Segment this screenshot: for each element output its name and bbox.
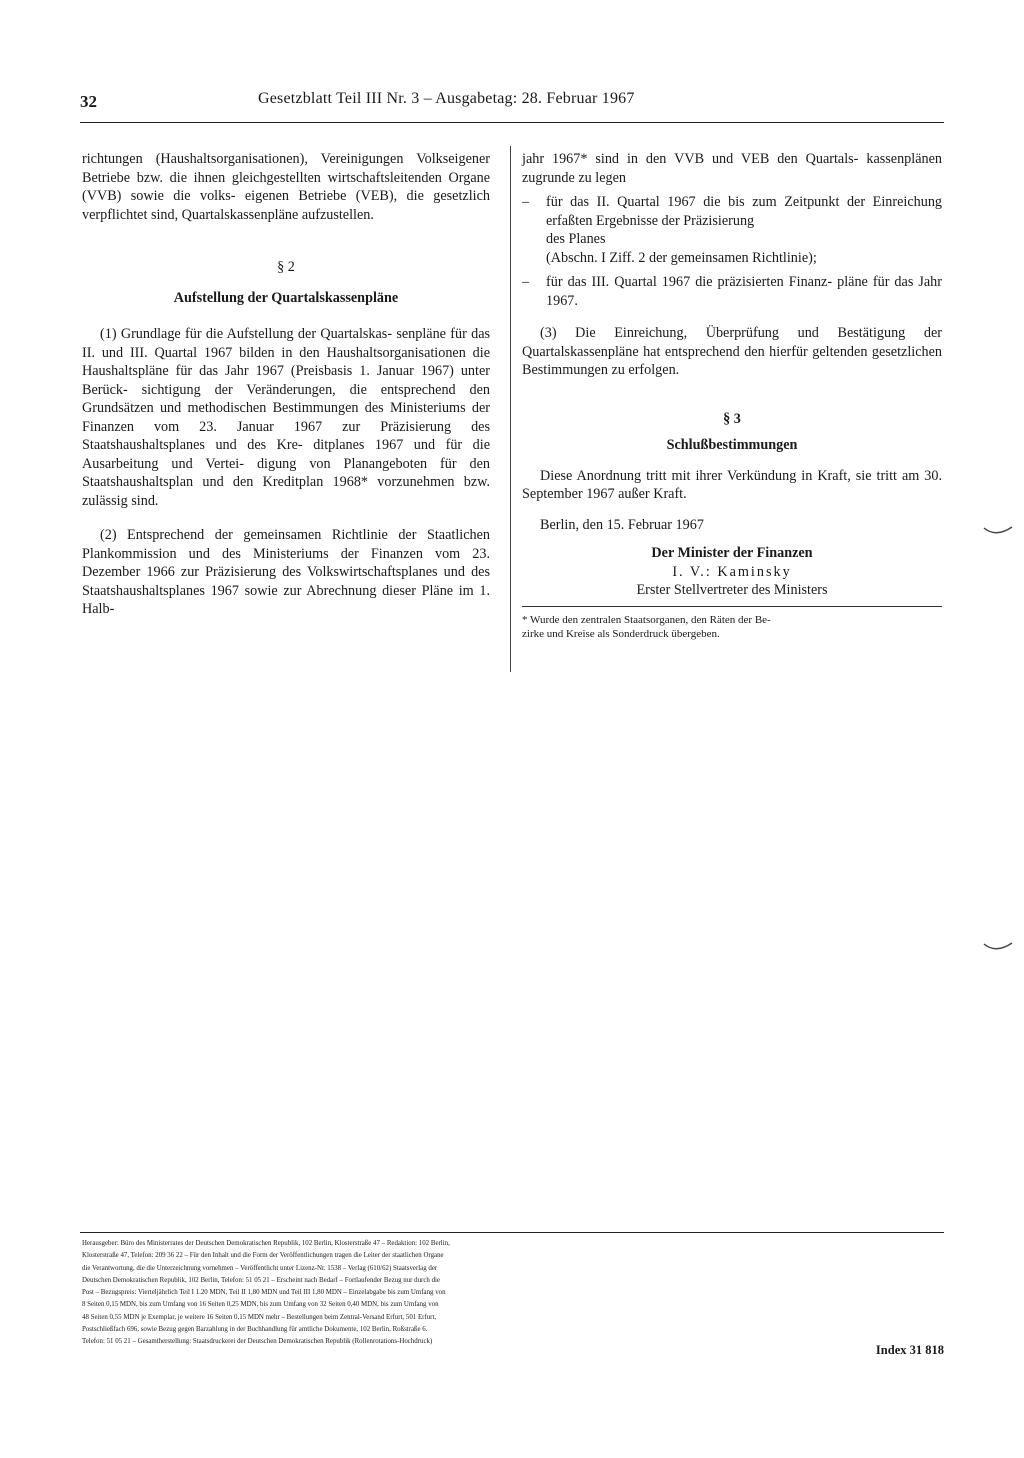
continuation-paragraph <box>522 150 942 187</box>
text-line: Staatlichen Plankommission und des Ministeriums der <box>82 527 490 562</box>
imprint <box>82 1238 946 1349</box>
footnote-rule <box>522 606 942 607</box>
imprint-line: Telefon: 51 05 21 – Gesamtherstellung: Staatsdruckerei der Deutschen Demokratischen Republik (Rollenrotations-Hochdruck) <box>82 1338 433 1346</box>
text-line: (3) Die Einreichung, Überprüfung und Bestätigung <box>540 325 906 341</box>
imprint-line: die Verantwortung, die die Unterzeichnung vornehmen – Veröffentlicht unter Lizenz-Nr. 1538 – Verlag (610/62) Staatsverlag der <box>82 1264 438 1272</box>
imprint-line: Post – Bezugspreis: Vierteljährlich Teil I 1.20 MDN, Teil II 1,80 MDN und Teil III 1,80 MDN – Einzelabgabe bis zum Umfang von <box>82 1289 446 1297</box>
text-line: senpläne für das II. und III. Quartal 1967 bilden in <box>82 326 491 361</box>
signatory-org: Der Minister der Finanzen <box>651 545 813 561</box>
page-number: 32 <box>80 92 97 111</box>
text-line: der Quartalskassenpläne hat entsprechend den hierfür <box>522 325 942 360</box>
text-line: sind. <box>131 492 159 509</box>
paragraph-3 <box>522 324 942 380</box>
text-line: geltenden gesetzlichen Bestimmungen zu erfolgen. <box>522 343 943 378</box>
text-line: pläne für das Jahr 1967. <box>546 274 943 309</box>
section-2-number: § 2 <box>277 259 295 275</box>
text-line: Volkseigener Betriebe bzw. die ihnen gleichgestellten <box>82 151 490 186</box>
footnote <box>522 613 942 641</box>
section-3-number: § 3 <box>723 410 741 427</box>
imprint-line: 8 Seiten 0,15 MDN, bis zum Umfang von 16 Seiten 0,25 MDN, bis zum Umfang von 32 Seiten 0,40 MDN, bis zum Umfang von <box>82 1301 439 1309</box>
text-line: für das III. Quartal 1967 die präzisierten Finanz- <box>546 274 833 290</box>
text-line: Grundsätzen und methodischen Bestimmungen des <box>82 400 384 416</box>
right-column <box>522 150 942 641</box>
imprint-line: Deutschen Demokratischen Republik, 102 Berlin, Telefon: 51 05 21 – Erscheint nach Bedarf – Fortlaufender Bezug nur durch die <box>82 1276 440 1284</box>
list-item <box>522 273 942 310</box>
text-line: (1) Grundlage für die Aufstellung der Quartalskas- <box>100 326 393 342</box>
signatory-name: I. V.: Kaminsky <box>672 563 792 580</box>
text-line: wirtschaftsleitenden Organe (VVB) sowie die volks- <box>82 169 491 204</box>
text-line: digung von Planangeboten für den Staatshaushaltsplan <box>82 455 491 490</box>
text-line: * Wurde den zentralen Staatsorganen, den Räten der Be- <box>522 613 771 626</box>
text-line: Präzisierung des Staatshaushaltsplanes und des Kre- <box>82 418 490 453</box>
text-line: eigenen Betriebe (VEB), die gesetzlich verpflichtet <box>82 188 490 223</box>
column-divider <box>510 146 511 672</box>
text-line: Volkswirtschaftsplanes und des Staatshaushaltsplanes <box>82 564 490 599</box>
text-line: sichtigung der Veränderungen, die entsprechend den <box>141 381 490 398</box>
text-line: 1967 sowie zur Abrechnung dieser Pläne im 1. Halb- <box>82 582 490 617</box>
final-paragraph <box>522 467 942 504</box>
text-line: und den Kreditplan 1968* vorzunehmen bzw. zulässig <box>82 474 490 509</box>
imprint-line: 48 Seiten 0,55 MDN je Exemplar, je weitere 16 Seiten 0,15 MDN mehr – Bestellungen beim Zentral-Versand Erfurt, 501 Erfurt, <box>82 1313 437 1321</box>
text-line: den Haushaltsorganisationen die Haushaltspläne für <box>82 344 490 379</box>
text-line: Kraft, sie tritt am 30. September 1967 außer Kraft. <box>522 467 943 502</box>
list-item <box>522 193 942 267</box>
dash-bullet: – <box>522 194 530 210</box>
signatory-role: Erster Stellvertreter des Ministers <box>636 582 828 598</box>
text-line: (2) Entsprechend der gemeinsamen Richtlinie der <box>100 527 417 543</box>
text-line: sind, Quartalskassenpläne aufzustellen. <box>150 206 374 223</box>
text-line: das Jahr 1967 (Preisbasis 1. Januar 1967) unter Berück- <box>82 363 490 398</box>
date-line: Berlin, den 15. Februar 1967 <box>540 516 704 533</box>
section-2-title: Aufstellung der Quartalskassenpläne <box>173 289 399 306</box>
imprint-line: Klosterstraße 47, Telefon: 209 36 22 – Für den Inhalt und die Form der Veröffentlichungen tragen die Leiter der staatlichen Organe <box>82 1252 444 1260</box>
text-line: ditplanes 1967 und für die Ausarbeitung und Vertei- <box>82 437 490 472</box>
paragraph-1 <box>82 325 490 510</box>
left-column <box>82 150 490 619</box>
index-label: Index 31 818 <box>875 1343 944 1357</box>
paragraph-2 <box>82 526 490 619</box>
text-line: Ministeriums der Finanzen vom 23. Januar 1967 zur <box>82 400 490 435</box>
header-rule <box>80 122 944 123</box>
margin-mark-icon <box>982 524 1016 538</box>
dash-bullet: – <box>522 274 530 290</box>
text-line: Diese Anordnung tritt mit ihrer Verkündung in <box>540 467 813 484</box>
text-line: für das II. Quartal 1967 die bis zum Zeitpunkt der <box>546 194 866 210</box>
imprint-line: Herausgeber: Büro des Ministerrates der Deutschen Demokratischen Republik, 102 Berlin, Klosterstraße 47 – Redaktion: 102 Berlin, <box>82 1240 450 1247</box>
imprint-rule <box>80 1232 944 1233</box>
intro-paragraph <box>82 150 490 224</box>
section-3-title: Schlußbestimmungen <box>666 437 798 453</box>
running-header: Gesetzblatt Teil III Nr. 3 – Ausgabetag: 28. Februar 1967 <box>258 90 635 107</box>
imprint-line: Postschließfach 696, sowie Bezug gegen Barzahlung in der Buchhandlung für amtliche Dokumente, 102 Berlin, Roßstraße 6. <box>82 1326 428 1334</box>
text-line: Einreichung erfaßten Ergebnisse der Präzisierung <box>546 194 943 229</box>
text-line: (Abschn. I Ziff. 2 der gemeinsamen Richtlinie); <box>546 249 817 266</box>
text-line: kassenplänen zugrunde zu legen <box>522 151 942 186</box>
text-line: Finanzen vom 23. Dezember 1966 zur Präzisierung des <box>82 545 491 580</box>
text-line: zirke und Kreise als Sonderdruck übergeben. <box>522 627 720 640</box>
text-line: jahr 1967* sind in den VVB und VEB den Quartals- <box>522 151 859 167</box>
text-line: richtungen (Haushaltsorganisationen), Vereinigungen <box>82 151 404 167</box>
margin-mark-icon <box>982 940 1016 954</box>
text-line: des Planes <box>546 231 606 247</box>
